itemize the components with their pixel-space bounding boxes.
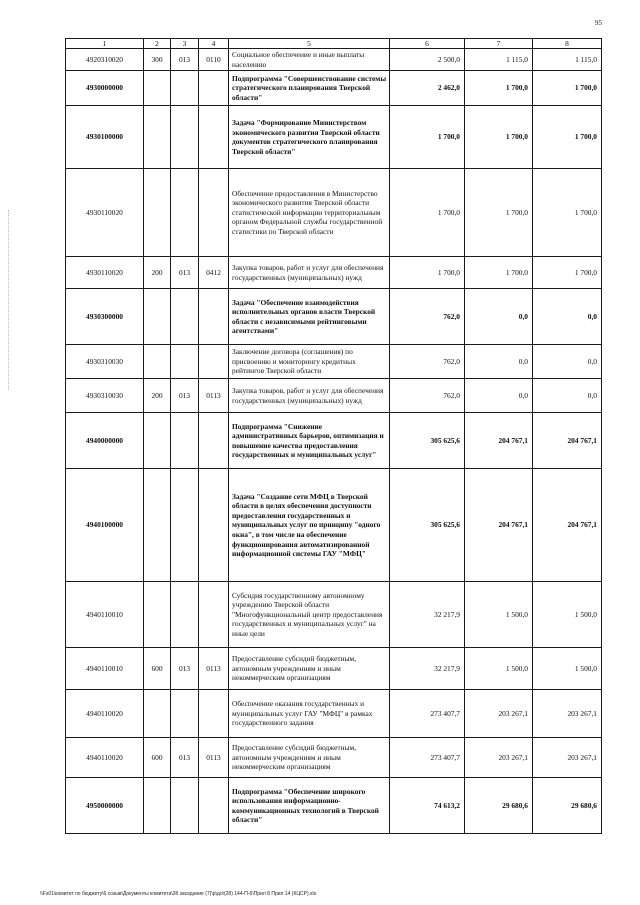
subsection-cell: 0113	[199, 648, 229, 690]
expense-type-cell: 600	[144, 648, 171, 690]
amount-col8-cell: 0,0	[533, 289, 602, 345]
expense-type-cell: 300	[144, 49, 171, 71]
target-code-cell: 4940110010	[66, 648, 144, 690]
table-row	[66, 49, 602, 71]
description-cell: Закупка товаров, работ и услуг для обеспечения государственных (муниципальных) нужд	[229, 379, 390, 413]
expense-type-cell	[144, 582, 171, 648]
section-cell	[171, 582, 199, 648]
amount-col8-cell: 203 267,1	[533, 690, 602, 738]
subsection-cell	[199, 289, 229, 345]
amount-col6-cell: 1 700,0	[390, 106, 465, 169]
table-row	[66, 289, 602, 345]
table-row	[66, 582, 602, 648]
budget-table-container	[65, 38, 601, 834]
amount-col6-cell: 305 625,6	[390, 469, 465, 582]
table-row	[66, 345, 602, 379]
table-row	[66, 738, 602, 778]
description-cell: Задача "Создание сети МФЦ в Тверской области в целях обеспечения доступности предоставления государственных и муниципальных услуг по принципу "одного окна", в том числе на обеспечение функционирования автоматизированной информационной системы ГАУ "МФЦ"	[229, 469, 390, 582]
table-row	[66, 648, 602, 690]
amount-col8-cell: 1 700,0	[533, 71, 602, 106]
amount-col6-cell: 762,0	[390, 379, 465, 413]
amount-col7-cell: 203 267,1	[465, 738, 533, 778]
expense-type-cell	[144, 106, 171, 169]
amount-col7-cell: 29 680,6	[465, 778, 533, 834]
amount-col6-cell: 2 500,0	[390, 49, 465, 71]
description-cell: Закупка товаров, работ и услуг для обеспечения государственных (муниципальных) нужд	[229, 257, 390, 289]
description-cell: Предоставление субсидий бюджетным, автономным учреждениям и иным некоммерческим организациям	[229, 648, 390, 690]
amount-col7-cell: 1 700,0	[465, 71, 533, 106]
description-cell: Обеспечение предоставления в Министерство экономического развития Тверской области статистической информации территориальным органом Федеральной службы государственной статистики по Тверской области	[229, 169, 390, 257]
amount-col8-cell: 1 700,0	[533, 169, 602, 257]
section-cell: 013	[171, 648, 199, 690]
amount-col7-cell: 0,0	[465, 379, 533, 413]
amount-col8-cell: 29 680,6	[533, 778, 602, 834]
table-row	[66, 379, 602, 413]
section-cell	[171, 413, 199, 469]
column-number: 3	[171, 39, 199, 49]
amount-col8-cell: 0,0	[533, 345, 602, 379]
target-code-cell: 4930300000	[66, 289, 144, 345]
amount-col8-cell: 1 700,0	[533, 257, 602, 289]
expense-type-cell	[144, 778, 171, 834]
table-row	[66, 413, 602, 469]
amount-col8-cell: 204 767,1	[533, 413, 602, 469]
amount-col8-cell: 1 500,0	[533, 648, 602, 690]
description-cell: Заключение договора (соглашения) по присвоению и мониторингу кредитных рейтингов Тверской области	[229, 345, 390, 379]
expense-type-cell: 600	[144, 738, 171, 778]
amount-col8-cell: 203 267,1	[533, 738, 602, 778]
expense-type-cell	[144, 345, 171, 379]
section-cell	[171, 345, 199, 379]
target-code-cell: 4930310030	[66, 345, 144, 379]
amount-col6-cell: 305 625,6	[390, 413, 465, 469]
description-cell: Задача "Обеспечение взаимодействия исполнительных органов власти Тверской области с независимыми рейтинговыми агентствами"	[229, 289, 390, 345]
target-code-cell: 4930000000	[66, 71, 144, 106]
description-cell: Подпрограмма "Обеспечение широкого использования информационно-коммуникационных технологий в Тверской области"	[229, 778, 390, 834]
target-code-cell: 4930110020	[66, 169, 144, 257]
amount-col8-cell: 1 115,0	[533, 49, 602, 71]
target-code-cell: 4940110020	[66, 738, 144, 778]
column-number: 4	[199, 39, 229, 49]
subsection-cell: 0412	[199, 257, 229, 289]
page-number: 95	[595, 19, 602, 27]
section-cell	[171, 690, 199, 738]
section-cell	[171, 169, 199, 257]
target-code-cell: 4940110010	[66, 582, 144, 648]
amount-col8-cell: 1 500,0	[533, 582, 602, 648]
target-code-cell: 4950000000	[66, 778, 144, 834]
file-path-footer: \\Fs01\комитет по бюджету\6 созыв\Документы комитета\28 заседание (7)\р\до\(28) 144-П-6\Прил 8 Прил 14 (КЦСР).xls	[40, 891, 317, 897]
section-cell: 013	[171, 738, 199, 778]
target-code-cell: 4930310030	[66, 379, 144, 413]
amount-col7-cell: 1 700,0	[465, 106, 533, 169]
subsection-cell	[199, 71, 229, 106]
subsection-cell	[199, 413, 229, 469]
column-number: 2	[144, 39, 171, 49]
amount-col7-cell: 1 500,0	[465, 582, 533, 648]
section-cell	[171, 778, 199, 834]
amount-col6-cell: 74 613,2	[390, 778, 465, 834]
expense-type-cell	[144, 413, 171, 469]
amount-col7-cell: 0,0	[465, 289, 533, 345]
amount-col8-cell: 1 700,0	[533, 106, 602, 169]
description-cell: Обеспечение оказания государственных и муниципальных услуг ГАУ "МФЦ" в рамках государственного задания	[229, 690, 390, 738]
expense-type-cell: 200	[144, 257, 171, 289]
target-code-cell: 4940110020	[66, 690, 144, 738]
amount-col7-cell: 204 767,1	[465, 413, 533, 469]
table-row	[66, 469, 602, 582]
amount-col7-cell: 203 267,1	[465, 690, 533, 738]
column-number: 1	[66, 39, 144, 49]
expense-type-cell	[144, 169, 171, 257]
description-cell: Социальное обеспечение и иные выплаты населению	[229, 49, 390, 71]
subsection-cell: 0113	[199, 738, 229, 778]
description-cell: Предоставление субсидий бюджетным, автономным учреждениям и иным некоммерческим организациям	[229, 738, 390, 778]
section-cell	[171, 71, 199, 106]
budget-table	[65, 38, 602, 834]
amount-col6-cell: 762,0	[390, 345, 465, 379]
amount-col7-cell: 1 500,0	[465, 648, 533, 690]
target-code-cell: 4930110020	[66, 257, 144, 289]
table-row	[66, 106, 602, 169]
section-cell: 013	[171, 257, 199, 289]
target-code-cell: 4940100000	[66, 469, 144, 582]
column-number: 5	[229, 39, 390, 49]
amount-col7-cell: 1 115,0	[465, 49, 533, 71]
expense-type-cell	[144, 289, 171, 345]
section-cell: 013	[171, 379, 199, 413]
table-row	[66, 690, 602, 738]
amount-col6-cell: 2 462,0	[390, 71, 465, 106]
column-number: 6	[390, 39, 465, 49]
amount-col6-cell: 32 217,9	[390, 648, 465, 690]
amount-col6-cell: 762,0	[390, 289, 465, 345]
description-cell: Подпрограмма "Снижение административных барьеров, оптимизация и повышение качества предоставления государственных и муниципальных услуг"	[229, 413, 390, 469]
table-row	[66, 257, 602, 289]
amount-col6-cell: 273 407,7	[390, 738, 465, 778]
amount-col7-cell: 204 767,1	[465, 469, 533, 582]
expense-type-cell	[144, 469, 171, 582]
column-number: 7	[465, 39, 533, 49]
expense-type-cell	[144, 71, 171, 106]
amount-col6-cell: 1 700,0	[390, 257, 465, 289]
amount-col6-cell: 32 217,9	[390, 582, 465, 648]
table-row	[66, 778, 602, 834]
amount-col8-cell: 204 767,1	[533, 469, 602, 582]
scan-margin-mark	[8, 210, 10, 390]
table-row	[66, 71, 602, 106]
target-code-cell: 4930100000	[66, 106, 144, 169]
amount-col7-cell: 1 700,0	[465, 169, 533, 257]
amount-col7-cell: 1 700,0	[465, 257, 533, 289]
subsection-cell	[199, 582, 229, 648]
amount-col6-cell: 1 700,0	[390, 169, 465, 257]
column-number-row	[66, 39, 602, 49]
subsection-cell: 0110	[199, 49, 229, 71]
expense-type-cell	[144, 690, 171, 738]
subsection-cell: 0113	[199, 379, 229, 413]
description-cell: Субсидия государственному автономному учреждению Тверской области "Многофункциональный центр предоставления государственных и муниципальных услуг" на иные цели	[229, 582, 390, 648]
section-cell: 013	[171, 49, 199, 71]
subsection-cell	[199, 106, 229, 169]
subsection-cell	[199, 345, 229, 379]
subsection-cell	[199, 690, 229, 738]
subsection-cell	[199, 469, 229, 582]
amount-col7-cell: 0,0	[465, 345, 533, 379]
column-number: 8	[533, 39, 602, 49]
subsection-cell	[199, 778, 229, 834]
expense-type-cell: 200	[144, 379, 171, 413]
description-cell: Задача "Формирование Министерством экономического развития Тверской области документов стратегического планирования Тверской области"	[229, 106, 390, 169]
subsection-cell	[199, 169, 229, 257]
target-code-cell: 4920310020	[66, 49, 144, 71]
target-code-cell: 4940000000	[66, 413, 144, 469]
section-cell	[171, 469, 199, 582]
amount-col8-cell: 0,0	[533, 379, 602, 413]
table-row	[66, 169, 602, 257]
amount-col6-cell: 273 407,7	[390, 690, 465, 738]
section-cell	[171, 106, 199, 169]
description-cell: Подпрограмма "Совершенствование системы стратегического планирования Тверской области"	[229, 71, 390, 106]
section-cell	[171, 289, 199, 345]
